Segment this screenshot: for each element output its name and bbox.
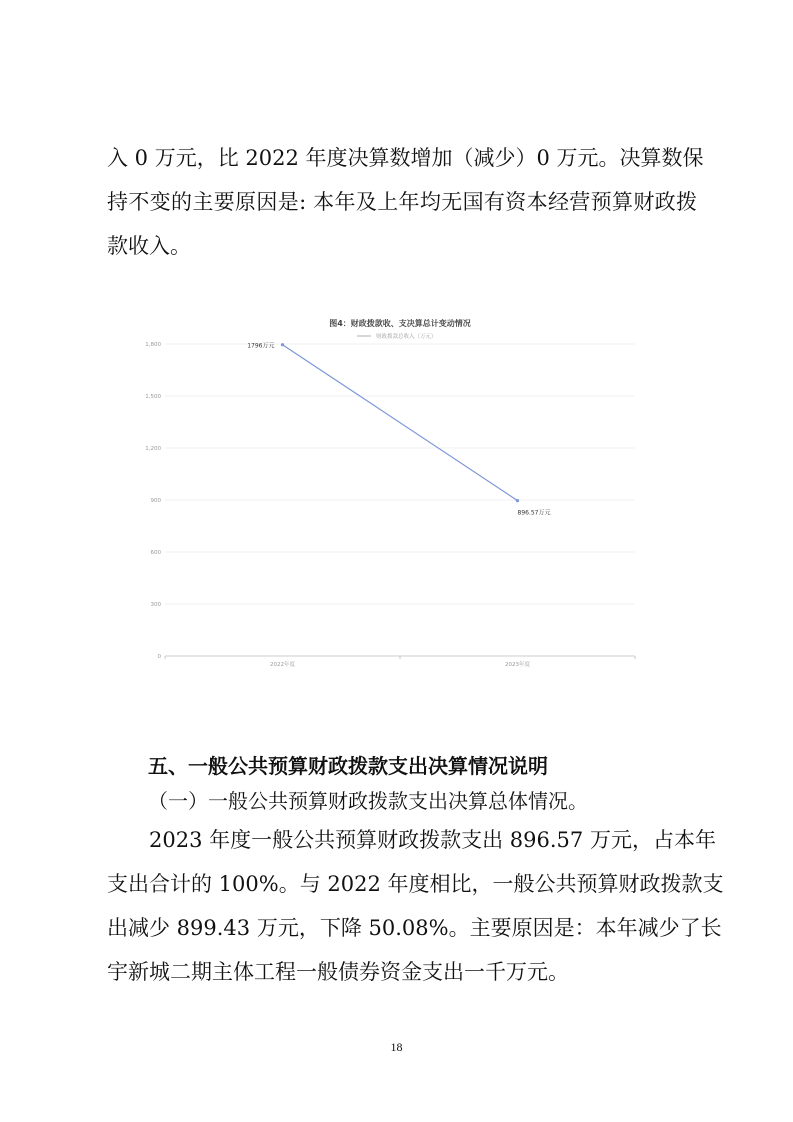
text-line: 2023 年度一般公共预算财政拨款支出 896.57 万元，占本年 [149, 828, 716, 852]
text-line: 出减少 899.43 万元，下降 50.08%。主要原因是：本年减少了长 [107, 916, 722, 940]
series-line [283, 345, 518, 501]
data-label: 1796万元 [247, 342, 275, 350]
section-subheading: （一）一般公共预算财政拨款支出决算总体情况。 [148, 789, 588, 813]
chart-canvas [140, 308, 640, 670]
chart-title: 图4：财政拨款收、支决算总计变动情况 [329, 319, 471, 328]
section-heading: 五、一般公共预算财政拨款支出决算情况说明 [148, 754, 548, 778]
line-chart [140, 308, 640, 670]
series [247, 343, 550, 517]
y-tick-label: 300 [150, 602, 161, 608]
data-label: 896.57万元 [517, 509, 551, 517]
y-axis [145, 342, 161, 660]
x-tick-label: 2022年度 [270, 662, 295, 668]
y-tick-label: 1,200 [145, 446, 161, 452]
y-tick-label: 600 [150, 550, 161, 556]
text-line: 持不变的主要原因是: 本年及上年均无国有资本经营预算财政拨 [107, 190, 697, 214]
y-tick-label: 1,500 [145, 394, 161, 400]
text-line: 宇新城二期主体工程一般债券资金支出一千万元。 [107, 960, 569, 984]
text-line: 入 0 万元，比 2022 年度决算数增加（减少）0 万元。决算数保 [107, 146, 704, 170]
data-point [281, 343, 284, 346]
x-axis [165, 656, 635, 668]
y-tick-label: 0 [157, 654, 161, 660]
paragraph-top [107, 136, 704, 268]
page-number: 18 [390, 1040, 403, 1054]
y-tick-label: 900 [150, 498, 161, 504]
paragraph-section5 [107, 818, 724, 994]
x-tick-label: 2023年度 [505, 662, 530, 668]
y-tick-label: 1,800 [145, 342, 161, 348]
data-point [516, 499, 519, 502]
grid [165, 344, 635, 604]
text-line: 款收入。 [107, 234, 191, 258]
legend-label: 财政拨款总收入（万元） [376, 334, 437, 340]
text-line: 支出合计的 100%。与 2022 年度相比，一般公共预算财政拨款支 [107, 872, 724, 896]
